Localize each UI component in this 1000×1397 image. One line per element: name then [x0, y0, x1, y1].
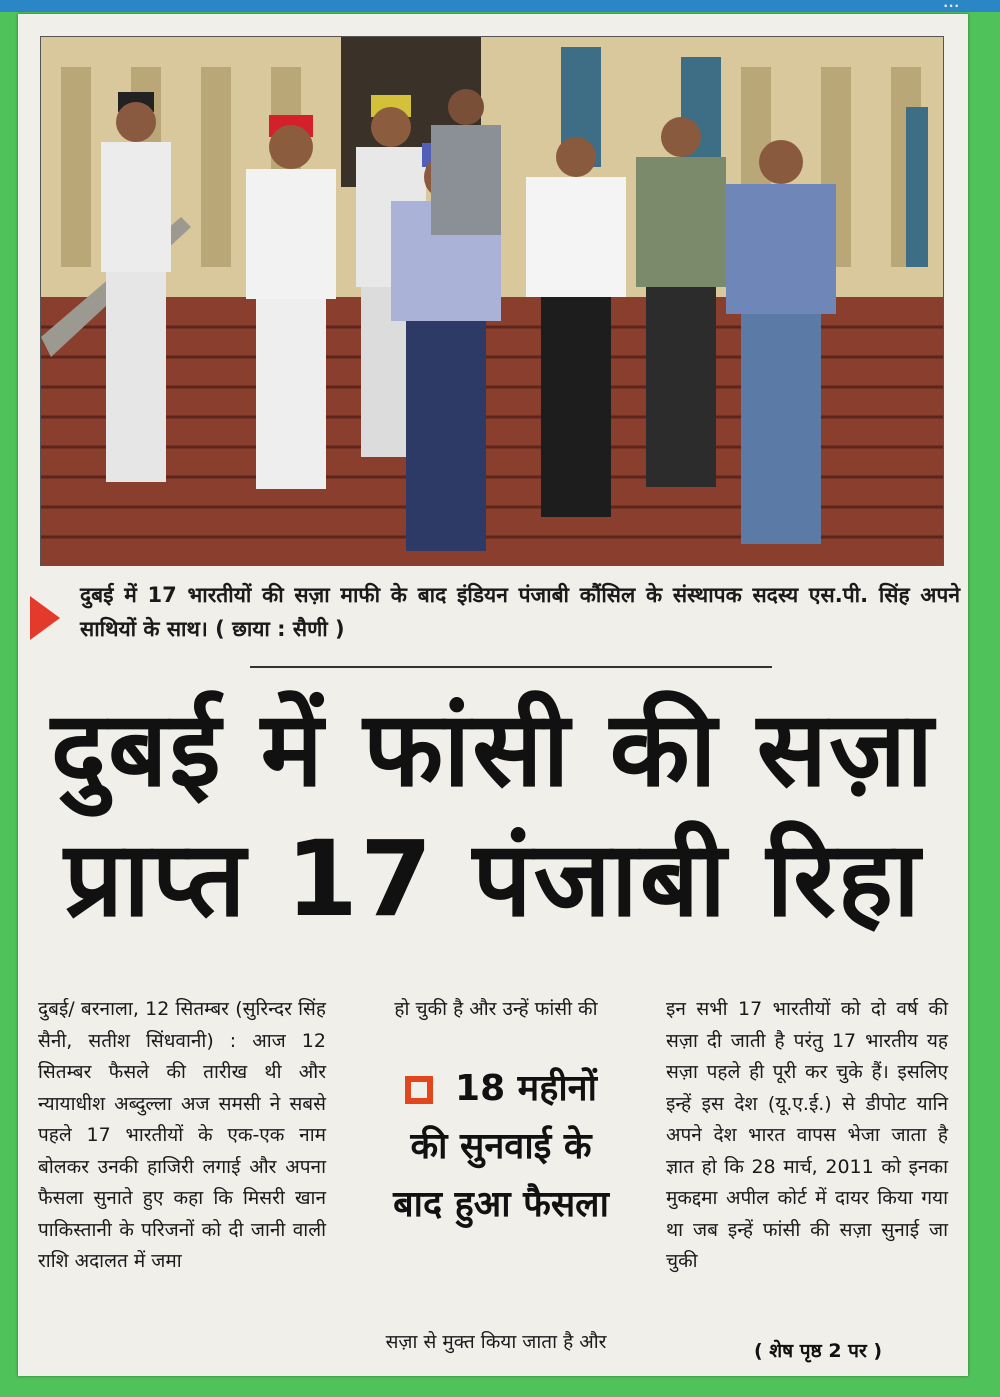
pullquote-line-1: 18 महीनों [455, 1068, 597, 1109]
pullquote [356, 1060, 646, 1234]
continued-note: ( शेष पृष्ठ 2 पर ) [753, 1340, 883, 1362]
headline [18, 684, 968, 944]
article-column-3: इन सभी 17 भारतीयों को दो वर्ष की सज़ा दी जाती है परंतु 17 भारतीय यह सज़ा पहले ही पूरी कर चुके हैं। इसलिए इन्हें इस देश (यू.ए.ई.) से डीपोट यानि अपने देश भारत वापस भेजा जाता है ज्ञात हो कि 28 मार्च, 2011 को इनका मुकद्दमा अपील कोर्ट में दायर किया गया था जब इन्हें फांसी की सज़ा सुनाई जा चुकी [666, 998, 948, 1272]
headline-rule [250, 666, 772, 668]
top-color-strip [0, 0, 1000, 12]
newspaper-clipping [18, 14, 968, 1376]
article-column-2-bottom: सज़ा से मुक्त किया जाता है और [385, 1331, 607, 1353]
article-column-2-top: हो चुकी है और उन्हें फांसी की [394, 998, 598, 1020]
article-column-1: दुबई/ बरनाला, 12 सितम्बर (सुरिन्दर सिंह सैनी, सतीश सिंधवानी) : आज 12 सितम्बर फैसले की तारीख थी और न्यायाधीश अब्दुल्ला अज समसी ने सबसे पहले 17 भारतीयों के एक-एक नाम बोलकर उनकी हाजिरी लगाई और अपना फैसला सुनाते हुए कहा कि मिसरी खान पाकिस्तानी के परिजनों को दी जानी वाली राशि अदालत में जमा [38, 998, 326, 1272]
caption-text: दुबई में 17 भारतीयों की सज़ा माफी के बाद इंडियन पंजाबी कौंसिल के संस्थापक सदस्य एस.पी. सिंह अपने साथियों के साथ। ( छाया : सैणी ) [80, 583, 960, 641]
pullquote-box-icon [405, 1076, 433, 1104]
pullquote-line-1-row [356, 1060, 646, 1118]
group-photo-icon [41, 37, 943, 565]
masthead-text: ... [943, 0, 960, 10]
news-photo [40, 36, 944, 566]
headline-line-2: प्राप्त 17 पंजाबी रिहा [64, 818, 922, 940]
pullquote-line-3: बाद हुआ फैसला [393, 1184, 609, 1225]
pullquote-line-2: की सुनवाई के [410, 1126, 592, 1167]
caption-arrow-icon [30, 596, 60, 640]
photo-caption [18, 574, 968, 654]
headline-line-1: दुबई में फांसी की सज़ा [50, 688, 936, 810]
